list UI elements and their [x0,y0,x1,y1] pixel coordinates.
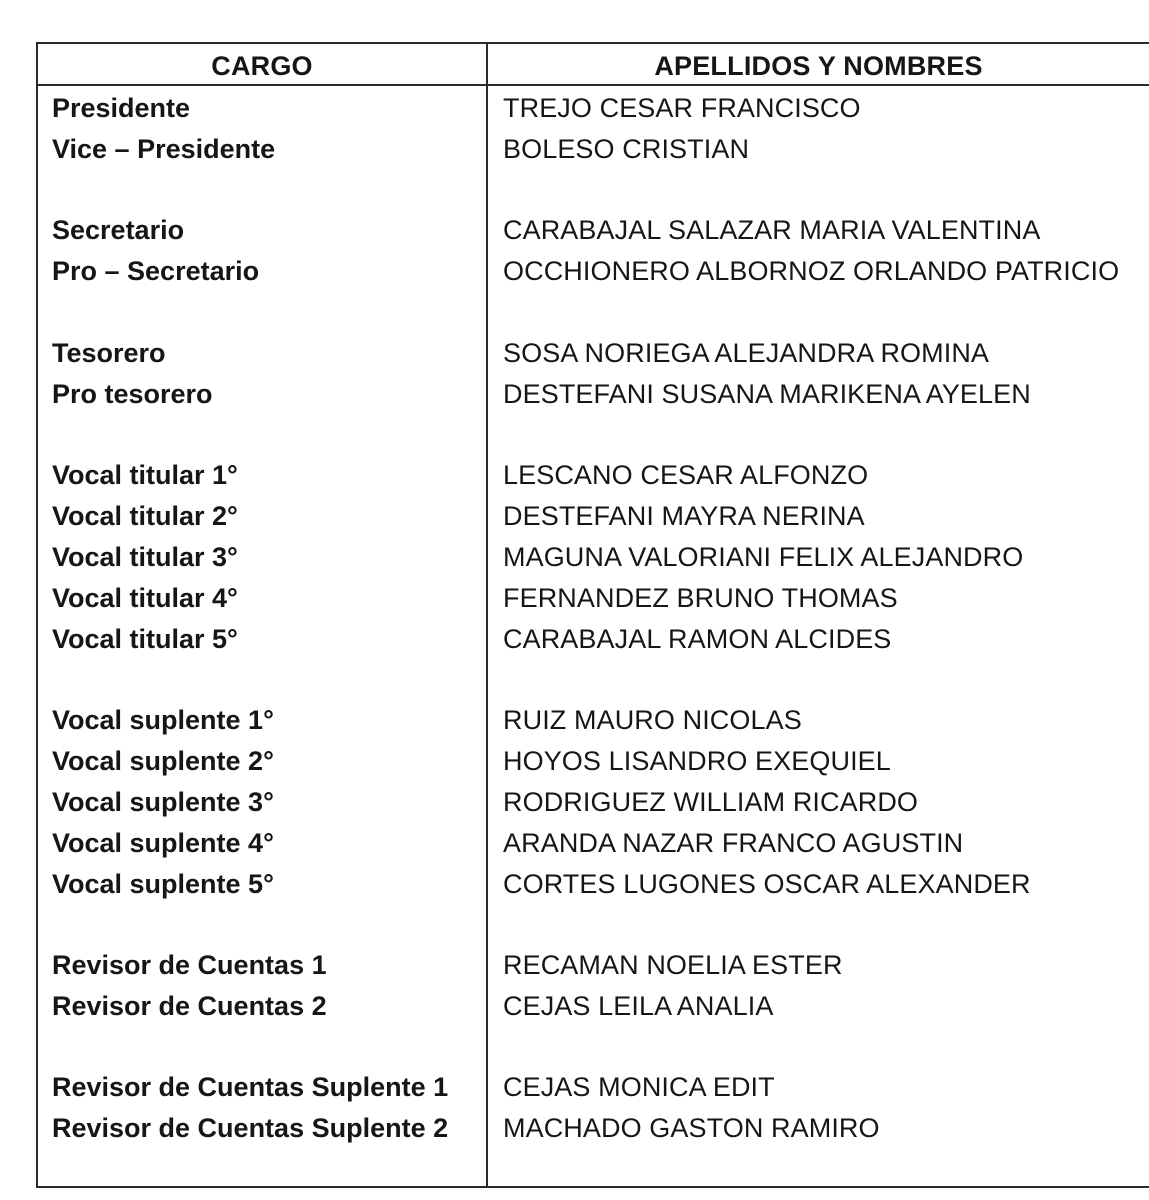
table-row [38,496,1149,537]
cargo-cell: Secretario [52,215,185,245]
nombre-cell: TREJO CESAR FRANCISCO [503,93,861,123]
table-row [38,823,1149,864]
cargo-cell: Pro tesorero [52,379,213,409]
table-header-row [38,44,1149,86]
cargo-cell: Vocal suplente 2° [52,746,274,776]
nombre-cell: MAGUNA VALORIANI FELIX ALEJANDRO [503,542,1024,572]
table-row [38,945,1149,986]
nombre-cell: LESCANO CESAR ALFONZO [503,460,869,490]
table-row [38,700,1149,741]
nombre-cell: DESTEFANI SUSANA MARIKENA AYELEN [503,379,1031,409]
nombre-cell: ARANDA NAZAR FRANCO AGUSTIN [503,828,964,858]
table-row [38,88,1149,129]
table-row [38,864,1149,905]
table-row [38,374,1149,415]
table-row [38,537,1149,578]
nombre-cell: RODRIGUEZ WILLIAM RICARDO [503,787,919,817]
cargo-cell: Vocal suplente 4° [52,828,274,858]
table-row [38,782,1149,823]
table-row [38,1067,1149,1108]
cargo-cell: Vocal titular 1° [52,460,238,490]
cargo-cell: Vocal suplente 1° [52,705,274,735]
nombre-cell: CORTES LUGONES OSCAR ALEXANDER [503,869,1031,899]
nombre-cell: MACHADO GASTON RAMIRO [503,1113,880,1143]
cargo-cell: Vocal titular 3° [52,542,238,572]
table-row [38,455,1149,496]
cargo-cell: Tesorero [52,338,166,368]
header-cargo: CARGO [211,51,313,81]
cargo-cell: Revisor de Cuentas 1 [52,950,327,980]
nombre-cell: RECAMAN NOELIA ESTER [503,950,843,980]
table-row [38,986,1149,1027]
table-row [38,251,1149,292]
table-row [38,129,1149,170]
cargo-cell: Vocal titular 2° [52,501,238,531]
board-members-table [36,42,1149,1188]
table-row [38,1108,1149,1149]
table-row [38,210,1149,251]
cargo-cell: Vocal titular 4° [52,583,238,613]
cargo-cell: Presidente [52,93,191,123]
nombre-cell: OCCHIONERO ALBORNOZ ORLANDO PATRICIO [503,256,1120,286]
nombre-cell: RUIZ MAURO NICOLAS [503,705,802,735]
table-row [38,619,1149,660]
nombre-cell: FERNANDEZ BRUNO THOMAS [503,583,898,613]
cargo-cell: Revisor de Cuentas Suplente 1 [52,1072,449,1102]
cargo-cell: Vocal suplente 3° [52,787,274,817]
header-apellidos-y-nombres: APELLIDOS Y NOMBRES [654,51,983,81]
cargo-cell: Vocal titular 5° [52,624,238,654]
table-row [38,578,1149,619]
table-row [38,333,1149,374]
nombre-cell: HOYOS LISANDRO EXEQUIEL [503,746,891,776]
nombre-cell: CARABAJAL SALAZAR MARIA VALENTINA [503,215,1041,245]
cargo-cell: Revisor de Cuentas Suplente 2 [52,1113,449,1143]
nombre-cell: CEJAS LEILA ANALIA [503,991,774,1021]
nombre-cell: DESTEFANI MAYRA NERINA [503,501,865,531]
cargo-cell: Revisor de Cuentas 2 [52,991,327,1021]
cargo-cell: Pro – Secretario [52,256,260,286]
nombre-cell: CEJAS MONICA EDIT [503,1072,775,1102]
nombre-cell: BOLESO CRISTIAN [503,134,750,164]
table-row [38,741,1149,782]
cargo-cell: Vocal suplente 5° [52,869,274,899]
nombre-cell: CARABAJAL RAMON ALCIDES [503,624,892,654]
cargo-cell: Vice – Presidente [52,134,276,164]
nombre-cell: SOSA NORIEGA ALEJANDRA ROMINA [503,338,990,368]
